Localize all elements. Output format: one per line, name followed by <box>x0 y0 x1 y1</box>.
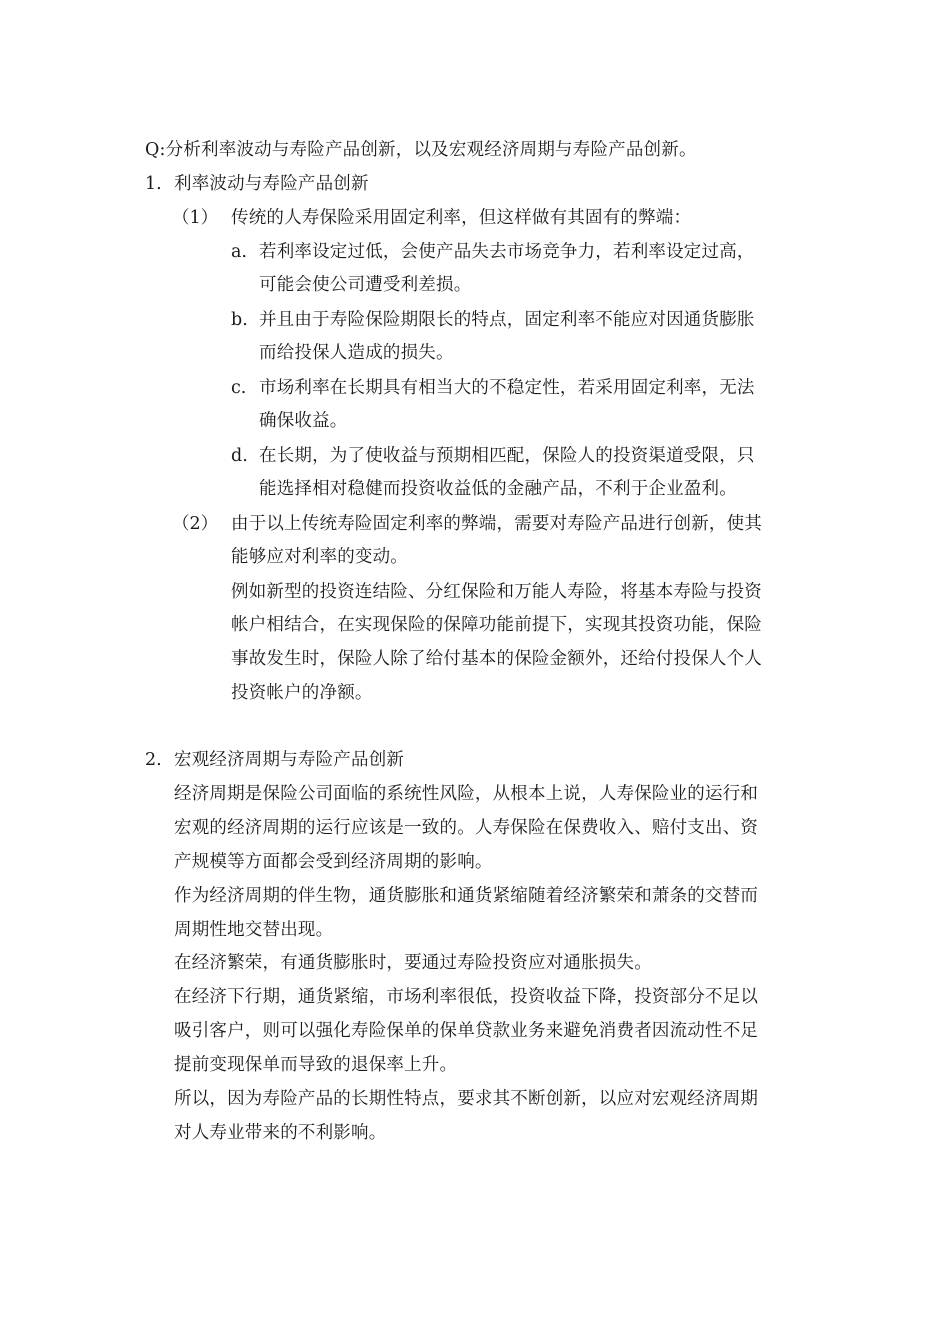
section2-line9: 提前变现保单而导致的退保率上升。 <box>174 1055 458 1075</box>
question-text: Q:分析利率波动与寿险产品创新，以及宏观经济周期与寿险产品创新。 <box>145 140 697 160</box>
item2-line4: 帐户相结合，在实现保险的保障功能前提下，实现其投资功能，保险 <box>231 615 762 635</box>
section2-line1: 经济周期是保险公司面临的系统性风险，从根本上说，人寿保险业的运行和 <box>174 784 759 804</box>
section2-line8: 吸引客户，则可以强化寿险保单的保单贷款业务来避免消费者因流动性不足 <box>174 1021 759 1041</box>
section2-line7: 在经济下行期，通货紧缩，市场利率很低，投资收益下降，投资部分不足以 <box>174 987 759 1007</box>
subitem-a-line1: 若利率设定过低，会使产品失去市场竞争力，若利率设定过高， <box>259 242 755 262</box>
section2-line11: 对人寿业带来的不利影响。 <box>174 1123 387 1143</box>
section1-number: 1. <box>145 174 162 194</box>
subitem-a-line2: 可能会使公司遭受利差损。 <box>259 275 472 295</box>
item2-line3: 例如新型的投资连结险、分红保险和万能人寿险，将基本寿险与投资 <box>231 582 762 602</box>
subitem-b-line1: 并且由于寿险保险期限长的特点，固定利率不能应对因通货膨胀 <box>259 310 755 330</box>
item2-line6: 投资帐户的净额。 <box>231 683 373 703</box>
subitem-d-marker: d. <box>231 446 248 466</box>
section2-line6: 在经济繁荣，有通货膨胀时，要通过寿险投资应对通胀损失。 <box>174 953 652 973</box>
section2-line2: 宏观的经济周期的运行应该是一致的。人寿保险在保费收入、赔付支出、资 <box>174 818 759 838</box>
subitem-d-line1: 在长期，为了使收益与预期相匹配，保险人的投资渠道受限，只 <box>259 446 755 466</box>
subitem-b-line2: 而给投保人造成的损失。 <box>259 343 454 363</box>
section1-title: 利率波动与寿险产品创新 <box>174 174 369 194</box>
item1-marker: （1） <box>172 208 219 228</box>
section2-title: 宏观经济周期与寿险产品创新 <box>174 750 405 770</box>
subitem-c-marker: c. <box>231 378 247 398</box>
section2-line5: 周期性地交替出现。 <box>174 920 334 940</box>
item2-line5: 事故发生时，保险人除了给付基本的保险金额外，还给付投保人个人 <box>231 649 762 669</box>
item1-text: 传统的人寿保险采用固定利率，但这样做有其固有的弊端： <box>231 208 692 228</box>
item2-line1: 由于以上传统寿险固定利率的弊端，需要对寿险产品进行创新，使其 <box>231 514 762 534</box>
subitem-d-line2: 能选择相对稳健而投资收益低的金融产品，不利于企业盈利。 <box>259 479 737 499</box>
subitem-c-line2: 确保收益。 <box>259 411 348 431</box>
subitem-a-marker: a. <box>231 242 247 262</box>
subitem-c-line1: 市场利率在长期具有相当大的不稳定性，若采用固定利率，无法 <box>259 378 755 398</box>
section2-line4: 作为经济周期的伴生物，通货膨胀和通货紧缩随着经济繁荣和萧条的交替而 <box>174 886 759 906</box>
section2-line10: 所以，因为寿险产品的长期性特点，要求其不断创新，以应对宏观经济周期 <box>174 1089 759 1109</box>
section2-line3: 产规模等方面都会受到经济周期的影响。 <box>174 852 493 872</box>
item2-marker: （2） <box>172 514 219 534</box>
section2-number: 2. <box>145 750 162 770</box>
item2-line2: 能够应对利率的变动。 <box>231 547 408 567</box>
subitem-b-marker: b. <box>231 310 248 330</box>
